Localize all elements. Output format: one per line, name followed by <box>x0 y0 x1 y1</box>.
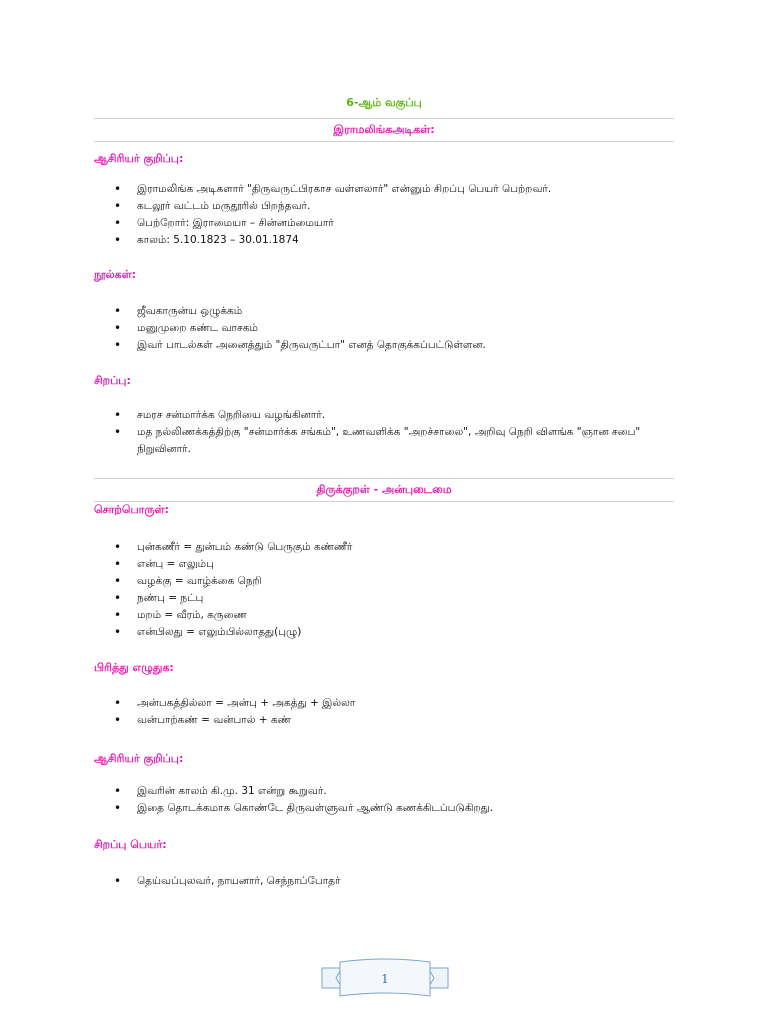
section-title-ramalinga: இராமலிங்கஅடிகள்: <box>94 118 674 142</box>
list-item: • கடலூர் வட்டம் மருதூரில் பிறந்தவர். <box>94 198 654 215</box>
list-item: • இவரின் காலம் கி.மு. 31 என்று கூறுவர். <box>94 783 654 800</box>
heading-author-note-2: ஆசிரியர் குறிப்பு: <box>94 752 184 765</box>
list-item: • மறம் = வீரம், கருணை <box>94 607 654 624</box>
list-item: • அன்பகத்தில்லா = அன்பு + அகத்து + இல்லா <box>94 695 654 712</box>
list-item: • தெய்வப்புலவர், நாயனார், செந்நாப்போதர் <box>94 873 654 890</box>
special-names-list <box>94 873 654 890</box>
special-list <box>94 407 654 458</box>
list-item: • பெற்றோர்: இராமையா – சின்னம்மையார் <box>94 215 654 232</box>
author-note-list-2 <box>94 783 654 817</box>
books-list <box>94 303 654 354</box>
list-item: • ஜீவகாருன்ய ஒழுக்கம் <box>94 303 654 320</box>
list-item: • வழக்கு = வாழ்க்கை நெறி <box>94 573 654 590</box>
split-words-list <box>94 695 654 729</box>
list-item: • இதை தொடக்கமாக கொண்டே திருவள்ளுவர் ஆண்டு கணக்கிடப்படுகிறது. <box>94 800 654 817</box>
page-number-ribbon <box>320 958 450 1006</box>
list-item: • நண்பு = நட்பு <box>94 590 654 607</box>
list-item: • வன்பாற்கண் = வன்பால் + கண் <box>94 712 654 729</box>
heading-books: நூல்கள்: <box>94 268 137 281</box>
grade-title: 6-ஆம் வகுப்பு <box>346 96 422 109</box>
heading-special-names: சிறப்பு பெயர்: <box>94 838 167 851</box>
list-item: • இராமலிங்க அடிகளார் "திருவருட்பிரகாச வள்ளலார்" என்னும் சிறப்பு பெயர் பெற்றவர். <box>94 181 654 198</box>
list-item: • மத நல்லிணக்கத்திற்கு "சன்மார்க்க சங்கம்", உணவளிக்க "அறச்சாலை", அறிவு நெறி விளங்க "ஞான சபை" நிறுவினார். <box>94 424 654 458</box>
list-item: • காலம்: 5.10.1823 – 30.01.1874 <box>94 232 654 249</box>
heading-word-meaning: சொற்பொருள்: <box>94 503 169 516</box>
list-item: • மனுமுறை கண்ட வாசகம் <box>94 320 654 337</box>
heading-split-words: பிரித்து எழுதுக: <box>94 661 174 674</box>
section-title-thirukkural: திருக்குறள் - அன்புடைமை <box>94 478 674 502</box>
list-item: • புன்கணீர் = துன்பம் கண்டு பெருகும் கண்ணீர் <box>94 539 654 556</box>
page-number: 1 <box>381 972 389 986</box>
heading-author-note-1: ஆசிரியர் குறிப்பு: <box>94 152 184 165</box>
list-item: • என்பு = எலும்பு <box>94 556 654 573</box>
word-meaning-list <box>94 539 654 641</box>
list-item: • சமரச சன்மார்க்க நெறியை வழங்கினார். <box>94 407 654 424</box>
heading-special: சிறப்பு: <box>94 374 131 387</box>
author-note-list-1 <box>94 181 654 249</box>
list-item: • இவர் பாடல்கள் அனைத்தும் "திருவருட்பா" எனத் தொகுக்கப்பட்டுள்ளன. <box>94 337 654 354</box>
list-item: • என்பிலது = எலும்பில்லாதது(புழு) <box>94 624 654 641</box>
